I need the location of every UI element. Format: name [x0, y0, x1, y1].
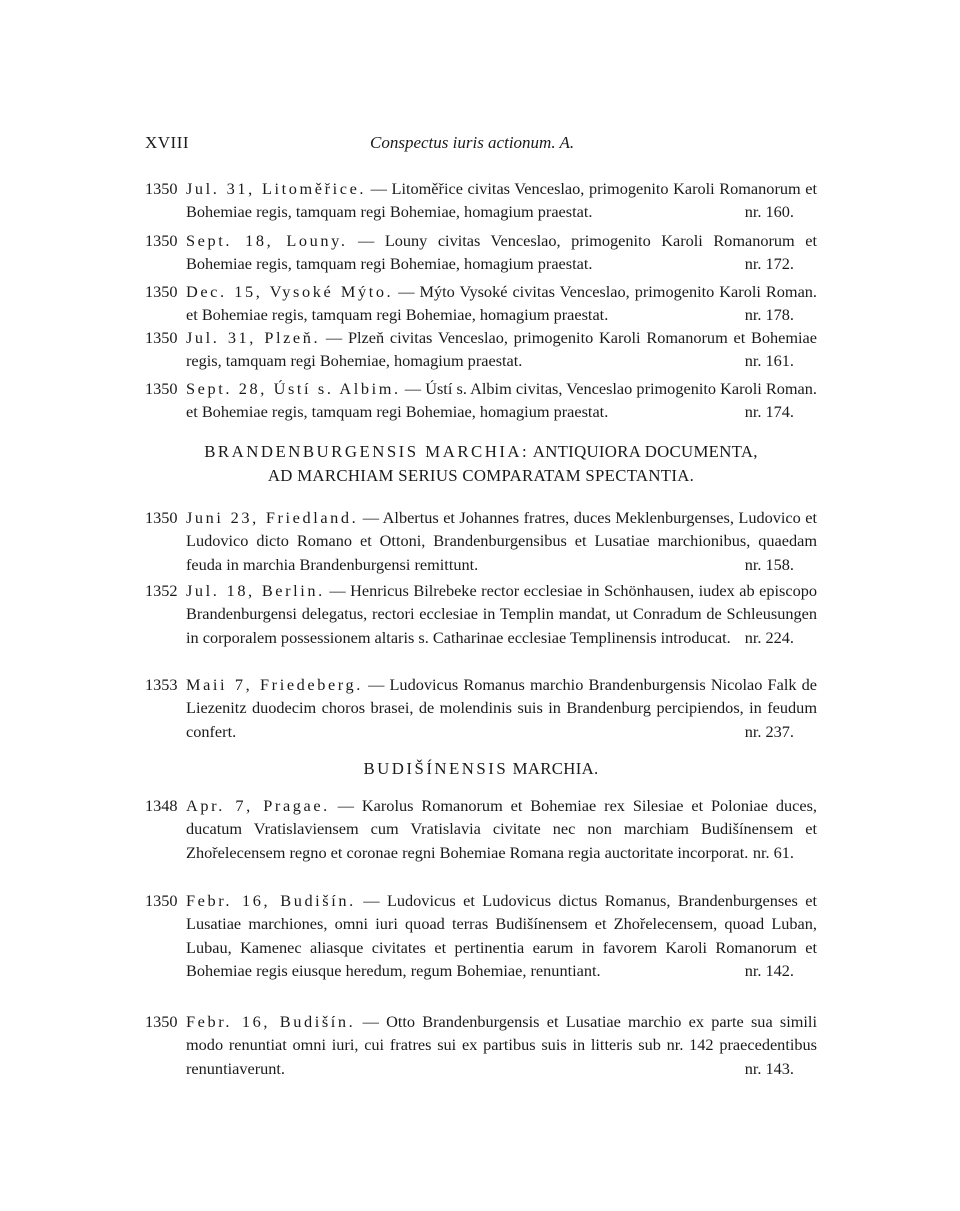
section-heading-line: BUDIŠÍNENSIS [363, 759, 509, 778]
entry [145, 506, 817, 576]
entry [145, 229, 817, 276]
entry-date-place: Jul. 31, Plzeň. [186, 328, 321, 347]
entry-year: 1350 [145, 282, 178, 301]
entry-date-place: Febr. 16, Budišín. [186, 891, 356, 910]
entry [145, 280, 817, 327]
entry-date-place: Dec. 15, Vysoké Mýto. [186, 282, 394, 301]
entry [145, 177, 817, 224]
entry-year: 1352 [145, 581, 178, 600]
entry-reference: nr. 158. [744, 554, 794, 574]
entry-date-place: Jul. 31, Litoměřice. [186, 179, 367, 198]
entry-date-place: Apr. 7, Pragae. [186, 796, 330, 815]
entry-reference: nr. 178. [744, 305, 794, 325]
page-number: XVIII [145, 133, 190, 152]
entry-text: — Otto Brandenburgensis et Lusatiae marchio ex parte sua simili modo renuntiat omni iuri, cui fratres sui ex partibus suis in litteris sub nr. 142 praecedentibus renuntiaverunt. [186, 1012, 817, 1078]
entry-reference: nr. 237. [744, 721, 794, 741]
entry [145, 673, 817, 743]
entry-reference: nr. 172. [744, 254, 794, 274]
entry-text: — Henricus Bilrebeke rector ecclesiae in Schönhausen, iudex ab episcopo Brandenburgensi delegatus, rectori ecclesiae in Templin mandat, ut Conradum de Schleusungen in corporalem possessionem altaris s. Catharinae ecclesiae Templinensis introducat. [186, 581, 817, 647]
entry-date-place: Maii 7, Friedeberg. [186, 675, 363, 694]
entry-text: — Albertus et Johannes fratres, duces Meklenburgenses, Ludovico et Ludovico dicto Romano et Ottoni, Brandenburgensibus et Lusatiae marchionibus, quaedam feuda in marchia Brandenburgensi remittunt. [186, 508, 817, 574]
section-heading-subline: AD MARCHIAM SERIUS COMPARATAM SPECTANTIA. [267, 466, 695, 485]
entry-year: 1350 [145, 179, 178, 198]
entry-year: 1350 [145, 231, 178, 250]
entry-text: — Litoměřice civitas Venceslao, primogenito Karoli Romanorum et Bohemiae regis, tamquam regi Bohemiae, homagium praestat. [186, 179, 817, 222]
entry-date-place: Jul. 18, Berlin. [186, 581, 325, 600]
entry-date-place: Febr. 16, Budišín. [186, 1012, 356, 1031]
entry-text: — Plzeň civitas Venceslao, primogenito Karoli Romanorum et Bohemiae regis, tamquam regi Bohemiae, homagium praestat. [186, 328, 817, 371]
entry-reference: nr. 161. [744, 351, 794, 371]
entry-year: 1350 [145, 508, 178, 527]
entry-reference: nr. 160. [744, 202, 794, 222]
entry-text: — Karolus Romanorum et Bohemiae rex Silesiae et Poloniae duces, ducatum Vratislaviensem cum Vratislavia civitate nec non marchiam Budišínensem et Zhořelecensem regno et coronae regni Bohemiae Romana regia auctoritate incorporat. [186, 796, 817, 862]
entry [145, 889, 817, 983]
entry-year: 1348 [145, 796, 178, 815]
page-header [145, 133, 795, 157]
section-heading-budisin [145, 757, 817, 781]
entry-year: 1350 [145, 1012, 178, 1031]
entry-text: — Ústí s. Albim civitas, Venceslao primogenito Karoli Roman. et Bohemiae regis, tamquam regi Bohemiae, homagium praestat. [186, 379, 817, 422]
entry [145, 794, 817, 864]
entry-reference: nr. 61. [752, 842, 794, 862]
entry-year: 1353 [145, 675, 178, 694]
entry-reference: nr. 142. [744, 961, 794, 981]
entry [145, 1010, 817, 1080]
entry-reference: nr. 143. [744, 1058, 794, 1078]
entry-reference: nr. 174. [744, 402, 794, 422]
entry-text: — Louny civitas Venceslao, primogenito Karoli Romanorum et Bohemiae regis, tamquam regi Bohemiae, homagium praestat. [186, 231, 817, 274]
entry-year: 1350 [145, 891, 178, 910]
section-heading-line-rest: MARCHIA. [508, 759, 599, 778]
section-heading-line: BRANDENBURGENSIS MARCHIA: [204, 442, 530, 461]
entry-date-place: Sept. 28, Ústí s. Albim. [186, 379, 401, 398]
entry [145, 377, 817, 424]
section-heading-brandenburg [145, 440, 817, 488]
entry-reference: nr. 224. [744, 627, 794, 647]
entry [145, 579, 817, 649]
entry-text: — Ludovicus Romanus marchio Brandenburgensis Nicolao Falk de Liezenitz duodecim choros brasei, de molendinis suis in Brandenburg percipiendos, in feudum confert. [186, 675, 817, 741]
running-title: Conspectus iuris actionum. A. [370, 133, 575, 152]
entry-date-place: Sept. 18, Louny. [186, 231, 348, 250]
section-heading-line-rest: ANTIQUIORA DOCUMENTA, [529, 442, 758, 461]
entry [145, 326, 817, 373]
entry-date-place: Juni 23, Friedland. [186, 508, 359, 527]
entry-text: — Ludovicus et Ludovicus dictus Romanus, Brandenburgenses et Lusatiae marchiones, omni iuri quoad terras Budišínensem et Zhořelecensem, quoad Luban, Lubau, Kamenec aliasque civitates et pertinentia earum in favorem Karoli Romanorum et Bohemiae regis eiusque heredum, regum Bohemiae, renuntiant. [186, 891, 817, 981]
entry-text: — Mýto Vysoké civitas Venceslao, primogenito Karoli Roman. et Bohemiae regis, tamquam regi Bohemiae, homagium praestat. [186, 282, 817, 325]
entry-year: 1350 [145, 328, 178, 347]
entry-year: 1350 [145, 379, 178, 398]
